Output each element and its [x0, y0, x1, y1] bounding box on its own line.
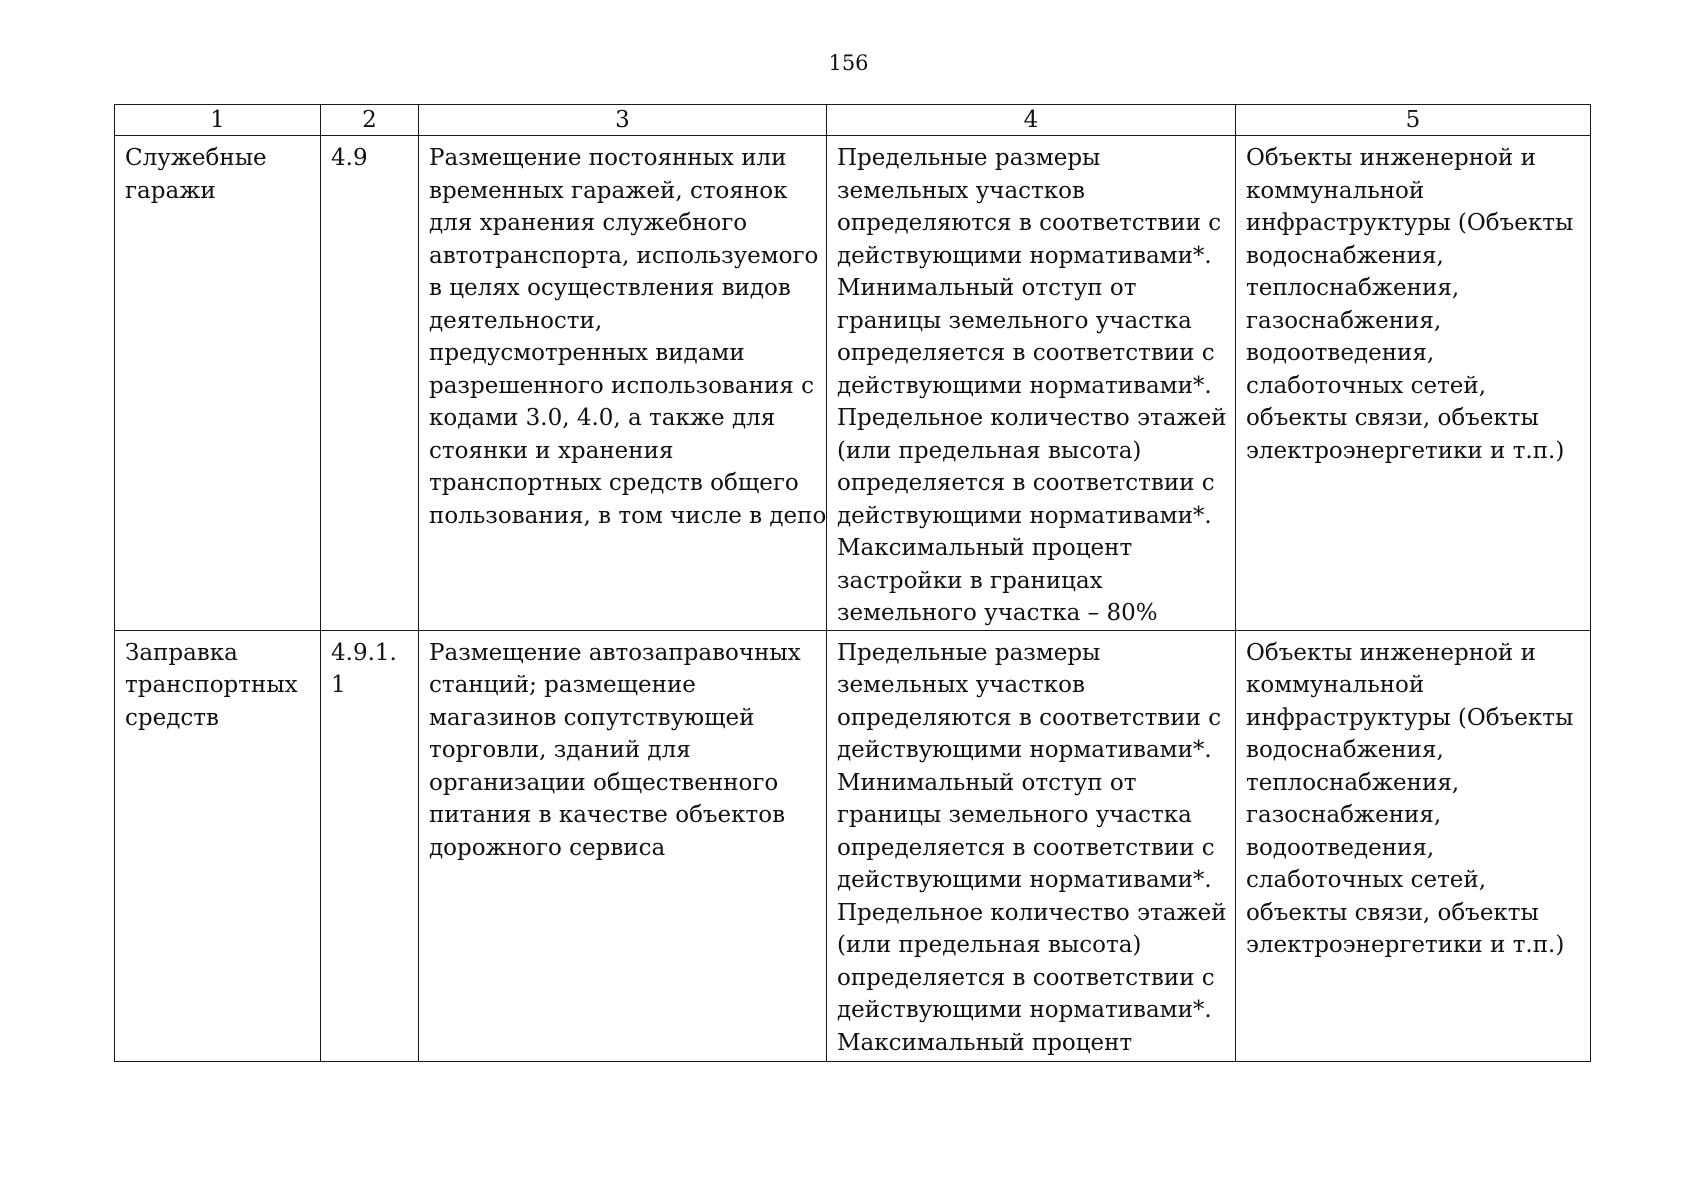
cell-text-line: 4.9.1. — [331, 639, 397, 666]
auxiliary-objects-cell — [1236, 630, 1591, 1061]
cell-text-line: водоснабжения, — [1246, 242, 1444, 269]
cell-text-line: временных гаражей, стоянок — [429, 177, 788, 204]
cell-text-line: Размещение автозаправочных — [429, 639, 801, 666]
cell-text-line: земельных участков — [837, 177, 1085, 204]
cell-text-line: магазинов сопутствующей — [429, 704, 755, 731]
land-use-table — [114, 104, 1591, 1062]
table-row — [115, 136, 1591, 631]
cell-text-line: в целях осуществления видов — [429, 275, 791, 301]
cell-text-line: транспортных средств общего — [429, 470, 799, 496]
cell-text-line: пользования, в том числе в депо — [429, 502, 827, 529]
cell-text-line: дорожного сервиса — [429, 834, 666, 861]
cell-text-line: коммунальной — [1246, 672, 1425, 698]
cell-text-line: Служебные — [125, 145, 267, 171]
cell-text-line: 4.9 — [331, 145, 368, 171]
use-code-cell — [321, 630, 419, 1061]
table-header-row — [115, 105, 1591, 136]
cell-text-line: предусмотренных видами — [429, 340, 745, 366]
cell-text-line: объекты связи, объекты — [1246, 899, 1539, 926]
cell-text-line: Предельное количество этажей — [837, 405, 1227, 431]
cell-text-line: слаботочных сетей, — [1246, 372, 1487, 399]
cell-text-line: Максимальный процент — [837, 1029, 1133, 1056]
cell-text-line: Объекты инженерной и — [1246, 639, 1536, 666]
cell-text-line: действующими нормативами*. — [837, 242, 1212, 269]
column-header-1: 1 — [115, 105, 321, 136]
cell-text-line: разрешенного использования с — [429, 372, 814, 399]
cell-text-line: действующими нормативами*. — [837, 372, 1212, 399]
cell-text-line: водоотведения, — [1246, 340, 1435, 366]
cell-text-line: теплоснабжения, — [1246, 275, 1460, 301]
auxiliary-objects-cell — [1236, 136, 1591, 631]
cell-text-line: станций; размещение — [429, 672, 696, 698]
table-row — [115, 630, 1591, 1061]
column-header-4: 4 — [827, 105, 1236, 136]
column-header-3: 3 — [419, 105, 827, 136]
use-code-cell — [321, 136, 419, 631]
cell-text-line: (или предельная высота) — [837, 932, 1142, 958]
cell-text-line: Максимальный процент — [837, 535, 1133, 561]
use-description-cell — [419, 630, 827, 1061]
cell-text-line: определяются в соответствии с — [837, 704, 1222, 731]
cell-text-line: Заправка — [125, 639, 238, 666]
cell-text-line: Предельное количество этажей — [837, 899, 1227, 926]
cell-text-line: электроэнергетики и т.п.) — [1246, 932, 1565, 958]
cell-text-line: определяется в соответствии с — [837, 340, 1215, 366]
cell-text-line: 1 — [331, 672, 346, 698]
use-description-cell — [419, 136, 827, 631]
cell-text-line: гаражи — [125, 177, 216, 204]
cell-text-line: действующими нормативами*. — [837, 502, 1212, 529]
column-header-2: 2 — [321, 105, 419, 136]
cell-text-line: слаботочных сетей, — [1246, 867, 1487, 893]
cell-text-line: (или предельная высота) — [837, 437, 1142, 464]
cell-text-line: определяется в соответствии с — [837, 834, 1215, 861]
page-number: 156 — [828, 51, 869, 75]
cell-text-line: определяется в соответствии с — [837, 470, 1215, 496]
use-name-cell — [115, 630, 321, 1061]
cell-text-line: объекты связи, объекты — [1246, 405, 1539, 431]
column-header-5: 5 — [1236, 105, 1591, 136]
cell-text-line: газоснабжения, — [1246, 802, 1442, 828]
cell-text-line: для хранения служебного — [429, 210, 748, 236]
cell-text-line: Предельные размеры — [837, 145, 1101, 171]
cell-text-line: водоотведения, — [1246, 834, 1435, 861]
cell-text-line: средств — [125, 704, 219, 731]
cell-text-line: определяется в соответствии с — [837, 964, 1215, 991]
cell-text-line: водоснабжения, — [1246, 737, 1444, 763]
cell-text-line: границы земельного участка — [837, 307, 1192, 334]
cell-text-line: Предельные размеры — [837, 639, 1101, 666]
cell-text-line: определяются в соответствии с — [837, 210, 1222, 236]
cell-text-line: земельных участков — [837, 672, 1085, 698]
cell-text-line: инфраструктуры (Объекты — [1246, 210, 1574, 236]
cell-text-line: Объекты инженерной и — [1246, 145, 1536, 171]
cell-text-line: кодами 3.0, 4.0, а также для — [429, 405, 776, 431]
cell-text-line: застройки в границах — [837, 567, 1103, 594]
use-name-cell — [115, 136, 321, 631]
cell-text-line: организации общественного — [429, 769, 779, 796]
cell-text-line: границы земельного участка — [837, 802, 1192, 828]
cell-text-line: действующими нормативами*. — [837, 737, 1212, 763]
cell-text-line: инфраструктуры (Объекты — [1246, 704, 1574, 731]
cell-text-line: торговли, зданий для — [429, 737, 691, 763]
parameters-cell — [827, 630, 1236, 1061]
cell-text-line: питания в качестве объектов — [429, 802, 786, 828]
cell-text-line: газоснабжения, — [1246, 307, 1442, 334]
cell-text-line: деятельности, — [429, 307, 603, 334]
cell-text-line: транспортных — [125, 672, 298, 698]
parameters-cell — [827, 136, 1236, 631]
cell-text-line: действующими нормативами*. — [837, 867, 1212, 893]
cell-text-line: действующими нормативами*. — [837, 997, 1212, 1023]
cell-text-line: теплоснабжения, — [1246, 769, 1460, 796]
cell-text-line: Минимальный отступ от — [837, 275, 1137, 301]
cell-text-line: коммунальной — [1246, 177, 1425, 204]
cell-text-line: автотранспорта, используемого — [429, 242, 819, 269]
cell-text-line: электроэнергетики и т.п.) — [1246, 437, 1565, 464]
cell-text-line: Минимальный отступ от — [837, 769, 1137, 796]
cell-text-line: стоянки и хранения — [429, 437, 674, 464]
cell-text-line: Размещение постоянных или — [429, 145, 787, 171]
cell-text-line: земельного участка – 80% — [837, 600, 1158, 626]
